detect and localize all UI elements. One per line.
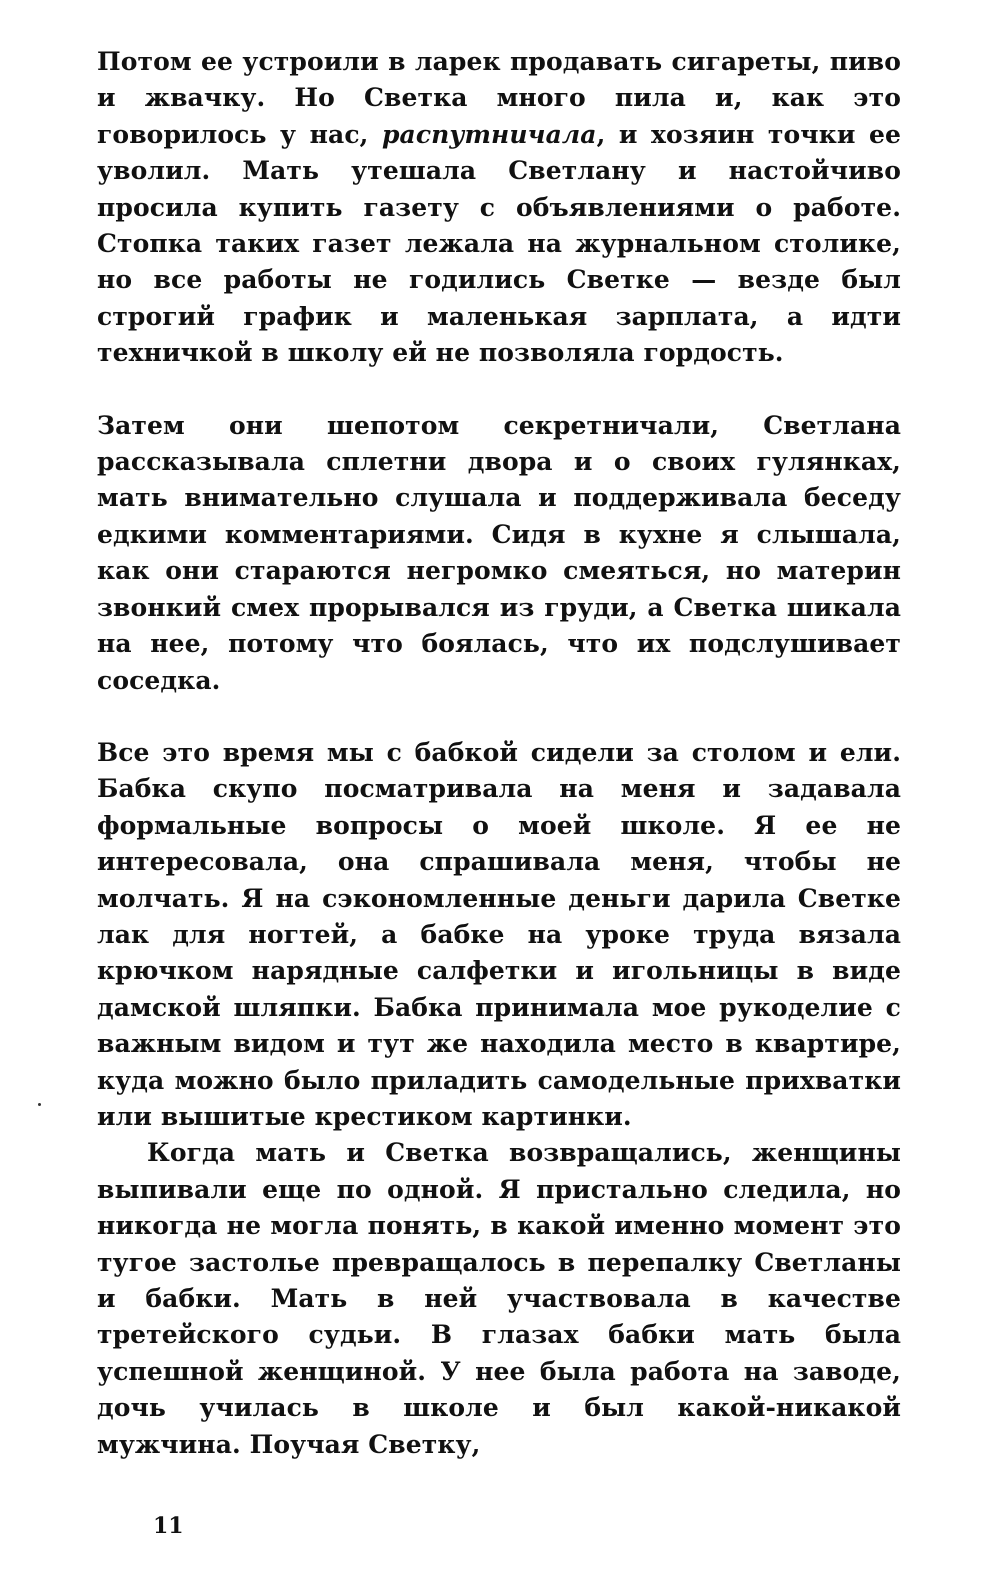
page-number: 11: [153, 1513, 184, 1539]
paragraph-1: [97, 44, 901, 372]
page-text-block: [97, 44, 901, 1463]
paragraph-2: Затем они шепотом секретничали, Светлана рассказывала сплетни двора и о своих гулянках, мать внимательно слушала и поддерживала беседу едкими комментариями. Сидя в кухне я слышала, как они стараются негромко смеяться, но материн звонкий смех прорывался из груди, а Светка шикала на нее, потому что боялась, что их подслушивает соседка.: [97, 410, 901, 695]
scan-speck: [38, 1103, 41, 1106]
paragraph-1-start: Потом ее устроили в ларек продавать сигареты, пиво и жвачку. Но Светка много пила и, как это говорилось у нас,: [97, 47, 901, 149]
italic-word: распутничала: [381, 119, 597, 149]
paragraph-4: Когда мать и Светка возвращались, женщины выпивали еще по одной. Я пристально следила, но никогда не могла понять, в какой именно момент это тугое застолье превращалось в перепалку Светланы и бабки. Мать в ней участвовала в качестве третейского судьи. В глазах бабки мать была успешной женщиной. У нее была работа на заводе, дочь училась в школе и был какой-никакой мужчина. Поучая Светку,: [97, 1138, 901, 1459]
paragraph-3: Все это время мы с бабкой сидели за столом и ели. Бабка скупо посматривала на меня и задавала формальные вопросы о моей школе. Я ее не интересовала, она спрашивала меня, чтобы не молчать. Я на сэкономленные деньги дарила Светке лак для ногтей, а бабке на уроке труда вязала крючком нарядные салфетки и игольницы в виде дамской шляпки. Бабка принимала мое рукоделие с важным видом и тут же находила место в квартире, куда можно было приладить самодельные прихватки или вышитые крестиком картинки.: [97, 737, 901, 1131]
paragraph-1-end: , и хозяин точки ее уволил. Мать утешала Светлану и настойчиво просила купить газету с объявлениями о работе. Стопка таких газет лежала на журнальном столике, но все работы не годились Светке — везде был строгий график и маленькая зарплата, а идти техничкой в школу ей не позволяла гордость.: [97, 119, 901, 368]
